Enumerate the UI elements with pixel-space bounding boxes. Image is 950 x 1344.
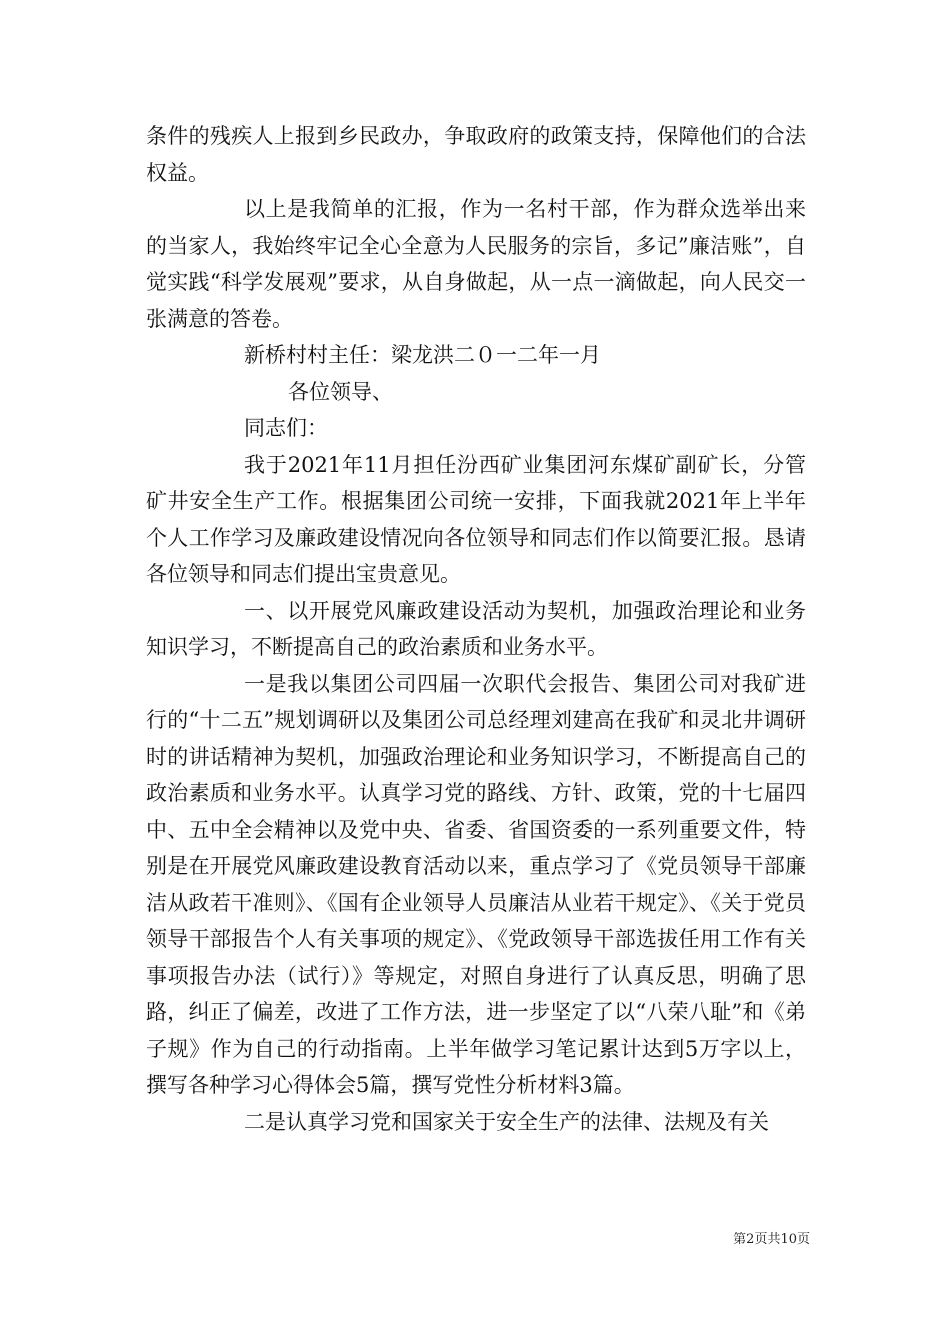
page-number-footer: 第2页共10页 — [733, 1232, 810, 1247]
document-body — [146, 118, 806, 1140]
paragraph-disabled-support: 条件的残疾人上报到乡民政办，争取政府的政策支持，保障他们的合法权益。 — [146, 124, 806, 185]
paragraph-introduction: 我于2021年11月担任汾西矿业集团河东煤矿副矿长，分管矿井安全生产工作。根据集团公司统一安排，下面我就2021年上半年个人工作学习及廉政建设情况向各位领导和同志们作以简要汇报。恳请各位领导和同志们提出宝贵意见。 — [146, 452, 806, 586]
paragraph-salutation-leaders: 各位领导、 — [288, 379, 393, 404]
paragraph-report-summary: 以上是我简单的汇报，作为一名村干部，作为群众选举出来的当家人，我始终牢记全心全意为人民服务的宗旨，多记”廉洁账”，自觉实践“科学发展观”要求，从自身做起，从一点一滴做起，向人民交一张满意的答卷。 — [146, 197, 806, 331]
paragraph-study-details: 一是我以集团公司四届一次职代会报告、集团公司对我矿进行的“十二五”规划调研以及集团公司总经理刘建高在我矿和灵北井调研时的讲话精神为契机，加强政治理论和业务知识学习，不断提高自己的政治素质和业务水平。认真学习党的路线、方针、政策，党的十七届四中、五中全会精神以及党中央、省委、省国资委的一系列重要文件，特别是在开展党风廉政建设教育活动以来，重点学习了《党员领导干部廉洁从政若干准则》、《国有企业领导人员廉洁从业若干规定》、《关于党员领导干部报告个人有关事项的规定》、《党政领导干部选拔任用工作有关事项报告办法（试行）》等规定，对照自身进行了认真反思，明确了思路，纠正了偏差，改进了工作方法，进一步坚定了以“八荣八耻”和《弟子规》作为自己的行动指南。上半年做学习笔记累计达到5万字以上，撰写各种学习心得体会5篇，撰写党性分析材料3篇。 — [146, 671, 806, 1097]
paragraph-signature: 新桥村村主任：梁龙洪二０一二年一月 — [244, 343, 601, 367]
paragraph-section-one-heading: 一、以开展党风廉政建设活动为契机，加强政治理论和业务知识学习，不断提高自己的政治素质和业务水平。 — [146, 598, 806, 659]
paragraph-salutation-comrades: 同志们： — [244, 416, 328, 440]
paragraph-safety-study: 二是认真学习党和国家关于安全生产的法律、法规及有关 — [244, 1109, 769, 1134]
